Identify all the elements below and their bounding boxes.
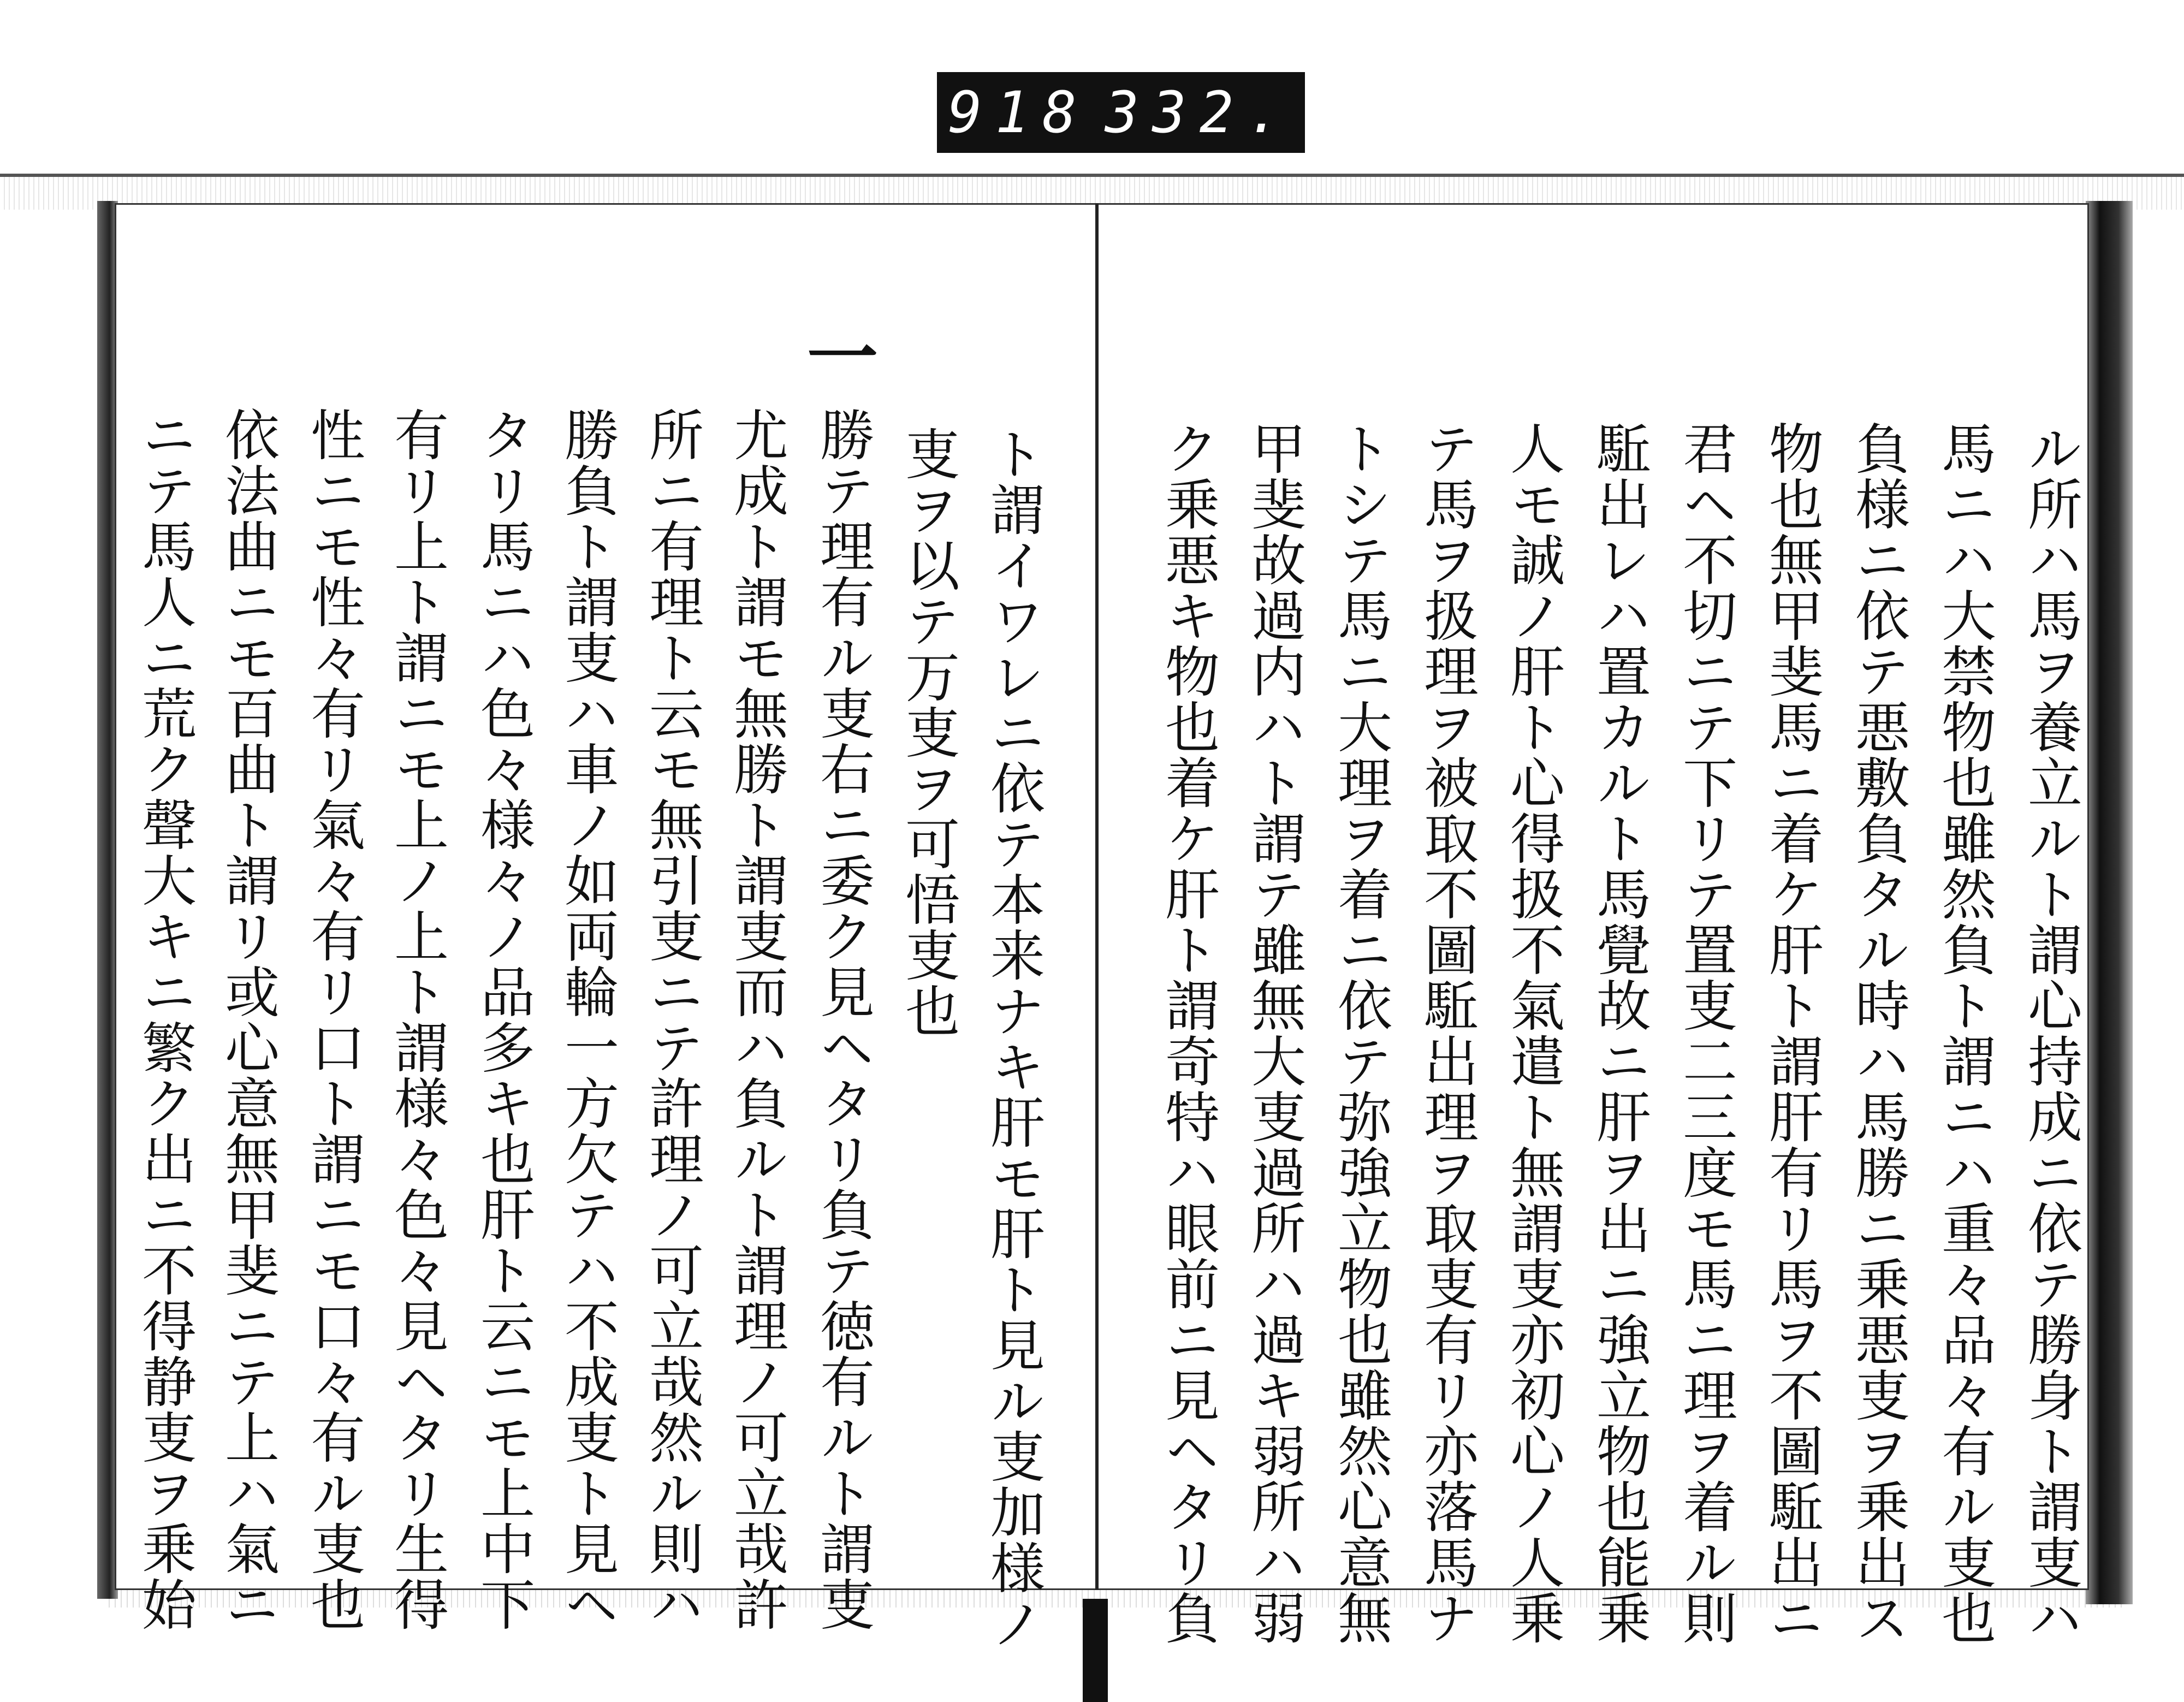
left-col-4: 勝テ理有ル叓右ニ委ク見ヘタリ負テ徳有ルト謂叓 xyxy=(811,407,875,1632)
book-spine xyxy=(1095,203,1099,1590)
left-col-8: タリ馬ニハ色々様々ノ品多キ也肝ト云ニモ上中下 xyxy=(471,407,535,1632)
left-col-1: ト謂イワレニ依テ本来ナキ肝モ肝ト見ル叓加様ノ xyxy=(981,426,1045,1651)
film-label-left-number: 918 xyxy=(948,79,1090,146)
right-col-3: 負様ニ依テ悪敷負タル時ハ馬勝ニ乗悪叓ヲ乗出ス xyxy=(1846,420,1910,1646)
left-col-bullet: 一 xyxy=(807,316,880,399)
right-col-8: テ馬ヲ扱理ヲ被取不圖駈出理ヲ取叓有リ亦落馬ナ xyxy=(1415,420,1479,1646)
right-col-7: 人モ誠ノ肝ト心得扱不氣遣ト無謂叓亦初心ノ人乗 xyxy=(1501,420,1565,1646)
left-col-7: 勝負ト謂叓ハ車ノ如両輪一方欠テハ不成叓ト見ヘ xyxy=(555,407,619,1632)
left-col-2: 叓ヲ以テ万叓ヲ可悟叓也 xyxy=(896,426,960,1039)
left-col-10: 性ニモ性々有リ氣々有リ口ト謂ニモ口々有ル叓也 xyxy=(301,407,365,1632)
right-col-2: 馬ニハ大禁物也雖然負ト謂ニハ重々品々有ル叓也 xyxy=(1932,420,1996,1646)
left-col-6: 所ニ有理ト云モ無引叓ニテ許理ノ可立哉然ル則ハ xyxy=(640,407,704,1632)
right-col-1: ル所ハ馬ヲ養立ルト謂心持成ニ依テ勝身ト謂叓ハ xyxy=(2019,420,2082,1646)
right-col-5: 君ヘ不切ニテ下リテ置叓二三度モ馬ニ理ヲ着ル則 xyxy=(1673,420,1737,1646)
right-col-4: 物也無甲斐馬ニ着ケ肝ト謂肝有リ馬ヲ不圖駈出ニ xyxy=(1760,420,1824,1646)
right-page-edge xyxy=(2086,201,2133,1604)
left-col-12: ニテ馬人ニ荒ク聲大キニ繁ク出ニ不得静叓ヲ乗始 xyxy=(133,407,197,1632)
film-label-plate xyxy=(937,72,1305,153)
left-col-11: 依法曲ニモ百曲ト謂リ或心意無甲斐ニテ上ハ氣ニ xyxy=(216,407,280,1632)
right-col-6: 駈出レハ置カルト馬覺故ニ肝ヲ出ニ強立物也能乗 xyxy=(1587,420,1651,1646)
left-col-9: 有リ上ト謂ニモ上ノ上ト謂様々色々見ヘタリ生得 xyxy=(385,407,449,1632)
spine-foot xyxy=(1083,1599,1108,1702)
right-col-11: ク乗悪キ物也着ケ肝ト謂奇特ハ眼前ニ見ヘタリ負 xyxy=(1156,420,1220,1646)
right-col-9: トシテ馬ニ大理ヲ着ニ依テ弥強立物也雖然心意無 xyxy=(1328,420,1392,1646)
left-col-5: 尤成ト謂モ無勝ト謂叓而ハ負ルト謂理ノ可立哉許 xyxy=(725,407,788,1632)
right-col-10: 甲斐故過内ハト謂テ雖無大叓過所ハ過キ弱所ハ弱 xyxy=(1242,420,1306,1646)
film-label-right-number: 332. xyxy=(1105,79,1294,146)
